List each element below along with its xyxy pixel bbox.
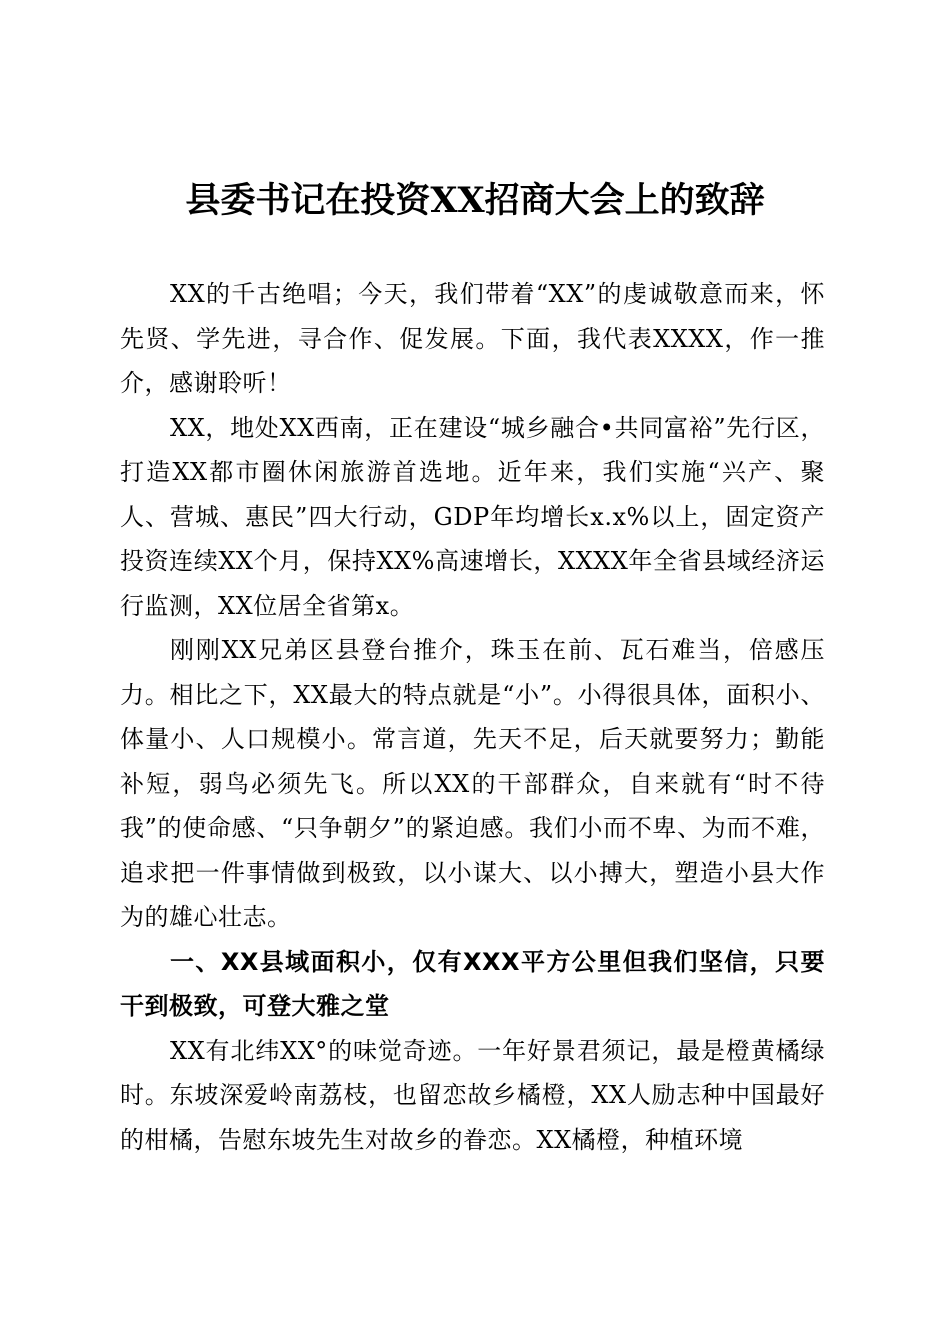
section-heading-1: 一、XX县域面积小，仅有XXX平方公里但我们坚信，只要干到极致，可登大雅之堂 xyxy=(120,947,825,1020)
paragraph-overview: XX，地处XX西南，正在建设“城乡融合•共同富裕”先行区，打造XX都市圈休闲旅游首选地。近年来，我们实施“兴产、聚人、营城、惠民”四大行动，GDP年均增长x.x%以上，固定资产投资连续XX个月，保持XX%高速增长，XXXX年全省县域经济运行监测，XX位居全省第x。 xyxy=(120,413,825,620)
paragraph-characteristics: 刚刚XX兄弟区县登台推介，珠玉在前、瓦石难当，倍感压力。相比之下，XX最大的特点就是“小”。小得很具体，面积小、体量小、人口规模小。常言道，先天不足，后天就要努力；勤能补短，弱鸟必须先飞。所以XX的干部群众，自来就有“时不待我”的使命感、“只争朝夕”的紧迫感。我们小而不卑、为而不难，追求把一件事情做到极致，以小谋大、以小搏大，塑造小县大作为的雄心壮志。 xyxy=(120,636,825,931)
document-body xyxy=(120,272,825,1162)
paragraph-section-1: XX有北纬XX°的味觉奇迹。一年好景君须记，最是橙黄橘绿时。东坡深爱岭南荔枝，也留恋故乡橘橙，XX人励志种中国最好的柑橘，告慰东坡先生对故乡的眷恋。XX橘橙，种植环境 xyxy=(120,1036,825,1154)
paragraph-intro: XX的千古绝唱；今天，我们带着“XX”的虔诚敬意而来，怀先贤、学先进，寻合作、促发展。下面，我代表XXXX，作一推介，感谢聆听！ xyxy=(120,280,825,397)
document-title: 县委书记在投资XX招商大会上的致辞 xyxy=(185,180,765,221)
